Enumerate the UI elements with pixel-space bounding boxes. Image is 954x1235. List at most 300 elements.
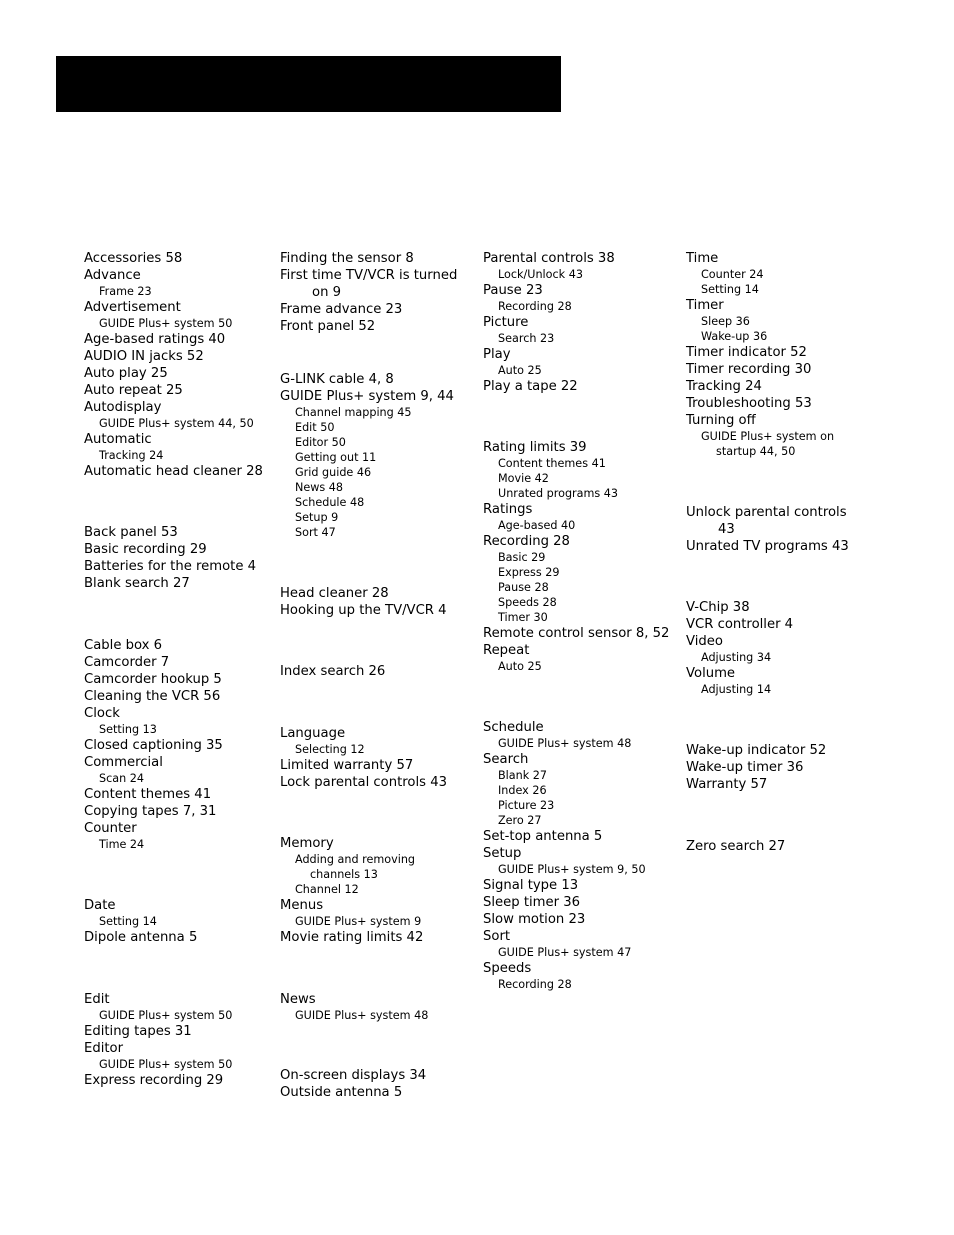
entry-text: Autodisplay [84, 400, 162, 415]
entry-text: Age-based ratings 40 [84, 332, 226, 347]
index-entry [280, 663, 476, 680]
index-subentry [686, 314, 876, 329]
index-letter-group [280, 835, 476, 946]
entry-text: Channel 12 [295, 883, 359, 896]
entry-text: Pause 28 [498, 581, 549, 594]
index-entry [686, 412, 876, 429]
entry-text: GUIDE Plus+ system 9, 50 [498, 863, 646, 876]
index-entry [483, 314, 679, 331]
index-letter-group [280, 585, 476, 619]
index-column-1 [84, 250, 274, 1089]
index-letter-group [84, 897, 274, 946]
entry-text: Dipole antenna 5 [84, 930, 198, 945]
index-entry [84, 331, 274, 348]
entry-text: Zero search 27 [686, 839, 786, 854]
index-letter-group [84, 991, 274, 1089]
entry-text: Setup [483, 846, 522, 861]
entry-text: Wake-up 36 [701, 330, 768, 343]
index-entry [483, 250, 679, 267]
index-subentry [483, 471, 679, 486]
entry-text: Troubleshooting 53 [686, 396, 812, 411]
entry-text: Commercial [84, 755, 163, 770]
index-entry [483, 845, 679, 862]
index-entry [84, 382, 274, 399]
index-subentry [280, 420, 476, 435]
index-column-2 [280, 250, 476, 1101]
entry-text: Cleaning the VCR 56 [84, 689, 221, 704]
entry-text: Set-top antenna 5 [483, 829, 603, 844]
entry-text: Movie rating limits 42 [280, 930, 424, 945]
entry-text: Remote control sensor 8, 52 [483, 626, 670, 641]
index-entry [84, 399, 274, 416]
index-entry [84, 1072, 274, 1089]
index-entry [84, 897, 274, 914]
index-letter-group [84, 250, 274, 480]
entry-text: Camcorder hookup 5 [84, 672, 222, 687]
index-subentry [686, 650, 876, 665]
index-subentry [280, 1008, 476, 1023]
index-subentry [280, 435, 476, 450]
entry-text: Volume [686, 666, 736, 681]
entry-text: Index 26 [498, 784, 547, 797]
index-subentry [84, 722, 274, 737]
index-column-4 [686, 250, 876, 855]
entry-text: Menus [280, 898, 324, 913]
index-letter-group [280, 371, 476, 540]
entry-text: Edit [84, 992, 110, 1007]
index-entry [84, 803, 274, 820]
index-subentry [84, 1057, 274, 1072]
index-entry [686, 616, 876, 633]
entry-text: Speeds 28 [498, 596, 557, 609]
entry-text: Search [483, 752, 529, 767]
index-entry [84, 991, 274, 1008]
index-subentry [280, 742, 476, 757]
index-subentry [84, 448, 274, 463]
index-subentry [483, 862, 679, 877]
entry-text: Editing tapes 31 [84, 1024, 192, 1039]
entry-text: On-screen displays 34 [280, 1068, 427, 1083]
entry-text: GUIDE Plus+ system 50 [99, 1009, 233, 1022]
index-subentry [483, 977, 679, 992]
index-entry [483, 625, 679, 642]
index-entry [483, 501, 679, 518]
entry-text: Editor 50 [295, 436, 346, 449]
index-subentry [483, 456, 679, 471]
entry-text: Slow motion 23 [483, 912, 586, 927]
index-subentry [483, 798, 679, 813]
index-letter-group [84, 637, 274, 852]
entry-text: Blank 27 [498, 769, 547, 782]
index-subentry [483, 363, 679, 378]
entry-text: Signal type 13 [483, 878, 579, 893]
index-entry [84, 558, 274, 575]
index-entry [483, 719, 679, 736]
entry-text: Timer recording 30 [686, 362, 812, 377]
index-entry [84, 1040, 274, 1057]
index-subentry [280, 882, 476, 897]
index-letter-group [84, 524, 274, 592]
index-entry [483, 928, 679, 945]
index-entry [84, 820, 274, 837]
entry-text: Wake-up indicator 52 [686, 743, 827, 758]
index-entry [84, 431, 274, 448]
entry-text: Picture [483, 315, 529, 330]
entry-text: Setting 14 [99, 915, 157, 928]
index-entry [483, 533, 679, 550]
index-entry [280, 267, 476, 301]
entry-text: V-Chip 38 [686, 600, 750, 615]
index-entry [84, 705, 274, 722]
index-entry [84, 671, 274, 688]
index-entry [483, 439, 679, 456]
index-entry [280, 371, 476, 388]
entry-text: Adjusting 34 [701, 651, 772, 664]
entry-text: Auto repeat 25 [84, 383, 183, 398]
entry-text: Schedule 48 [295, 496, 365, 509]
entry-text: Auto 25 [498, 660, 542, 673]
index-entry [483, 877, 679, 894]
index-entry [84, 754, 274, 771]
entry-text: Limited warranty 57 [280, 758, 414, 773]
entry-text: Timer [686, 298, 724, 313]
entry-text: GUIDE Plus+ system 9 [295, 915, 422, 928]
index-entry [84, 463, 274, 480]
index-entry [84, 1023, 274, 1040]
entry-text: Sort 47 [295, 526, 336, 539]
index-entry [686, 599, 876, 616]
entry-text: Recording 28 [483, 534, 570, 549]
index-entry [686, 378, 876, 395]
entry-text: Warranty 57 [686, 777, 768, 792]
index-subentry [280, 525, 476, 540]
index-letter-group [280, 250, 476, 335]
entry-continuation: 43 [718, 522, 735, 537]
entry-text: Setup 9 [295, 511, 339, 524]
entry-text: Unrated TV programs 43 [686, 539, 849, 554]
index-entry [280, 250, 476, 267]
index-letter-group [280, 1067, 476, 1101]
entry-text: Memory [280, 836, 334, 851]
entry-text: Parental controls 38 [483, 251, 615, 266]
index-entry [686, 344, 876, 361]
entry-text: Automatic head cleaner 28 [84, 464, 263, 479]
index-entry [84, 299, 274, 316]
index-entry [84, 637, 274, 654]
entry-text: Advertisement [84, 300, 181, 315]
entry-text: Wake-up timer 36 [686, 760, 804, 775]
index-subentry [483, 945, 679, 960]
index-entry [483, 282, 679, 299]
index-entry [280, 835, 476, 852]
index-subentry [280, 914, 476, 929]
entry-text: Front panel 52 [280, 319, 376, 334]
entry-text: GUIDE Plus+ system 47 [498, 946, 632, 959]
entry-text: GUIDE Plus+ system 48 [295, 1009, 429, 1022]
index-subentry [483, 580, 679, 595]
index-entry [84, 541, 274, 558]
entry-text: Head cleaner 28 [280, 586, 389, 601]
index-subentry [686, 429, 876, 459]
index-subentry [483, 813, 679, 828]
entry-text: Counter [84, 821, 137, 836]
index-subentry [483, 659, 679, 674]
index-entry [280, 774, 476, 791]
index-subentry [84, 416, 274, 431]
entry-text: Selecting 12 [295, 743, 365, 756]
entry-text: Clock [84, 706, 120, 721]
entry-text: GUIDE Plus+ system 50 [99, 317, 233, 330]
entry-text: Advance [84, 268, 141, 283]
entry-text: Getting out 11 [295, 451, 377, 464]
index-entry [280, 1067, 476, 1084]
entry-text: Ratings [483, 502, 533, 517]
index-letter-group [280, 991, 476, 1023]
index-entry [84, 250, 274, 267]
index-subentry [686, 329, 876, 344]
entry-continuation: channels 13 [310, 868, 378, 881]
index-subentry [483, 550, 679, 565]
entry-text: Repeat [483, 643, 530, 658]
index-letter-group [483, 250, 679, 395]
index-entry [483, 378, 679, 395]
entry-text: GUIDE Plus+ system 9, 44 [280, 389, 454, 404]
index-column-3 [483, 250, 679, 992]
index-entry [84, 348, 274, 365]
entry-text: Unrated programs 43 [498, 487, 619, 500]
entry-text: First time TV/VCR is turned [280, 268, 458, 283]
index-subentry [483, 299, 679, 314]
entry-text: GUIDE Plus+ system 48 [498, 737, 632, 750]
index-letter-group [686, 599, 876, 697]
index-subentry [483, 518, 679, 533]
entry-text: Auto 25 [498, 364, 542, 377]
entry-text: Sleep 36 [701, 315, 750, 328]
entry-text: Zero 27 [498, 814, 542, 827]
index-entry [280, 725, 476, 742]
entry-text: Tracking 24 [99, 449, 164, 462]
entry-text: Play a tape 22 [483, 379, 578, 394]
entry-continuation: on 9 [312, 285, 342, 300]
entry-text: Express recording 29 [84, 1073, 224, 1088]
index-entry [84, 575, 274, 592]
entry-text: News [280, 992, 316, 1007]
entry-text: Frame advance 23 [280, 302, 403, 317]
entry-text: Adjusting 14 [701, 683, 772, 696]
index-subentry [84, 914, 274, 929]
entry-text: GUIDE Plus+ system 44, 50 [99, 417, 254, 430]
entry-text: Scan 24 [99, 772, 144, 785]
index-entry [84, 654, 274, 671]
index-entry [686, 395, 876, 412]
index-entry [280, 757, 476, 774]
entry-text: Editor [84, 1041, 124, 1056]
entry-text: Sleep timer 36 [483, 895, 581, 910]
index-entry [483, 751, 679, 768]
entry-text: Unlock parental controls [686, 505, 847, 520]
index-letter-group [483, 439, 679, 674]
entry-text: VCR controller 4 [686, 617, 794, 632]
entry-text: Closed captioning 35 [84, 738, 223, 753]
index-subentry [686, 267, 876, 282]
entry-text: Channel mapping 45 [295, 406, 412, 419]
index-letter-group [686, 504, 876, 555]
entry-text: Grid guide 46 [295, 466, 372, 479]
entry-text: GUIDE Plus+ system on [701, 430, 835, 443]
index-subentry [84, 284, 274, 299]
index-subentry [280, 510, 476, 525]
entry-text: Batteries for the remote 4 [84, 559, 257, 574]
index-entry [686, 250, 876, 267]
index-letter-group [280, 725, 476, 791]
index-entry [84, 524, 274, 541]
index-entry [84, 365, 274, 382]
index-subentry [483, 736, 679, 751]
entry-text: Tracking 24 [686, 379, 762, 394]
index-entry [280, 301, 476, 318]
entry-text: Setting 13 [99, 723, 157, 736]
entry-text: Counter 24 [701, 268, 764, 281]
index-subentry [280, 852, 476, 882]
index-entry [280, 585, 476, 602]
index-entry [280, 929, 476, 946]
entry-text: Sort [483, 929, 511, 944]
entry-text: Language [280, 726, 346, 741]
index-entry [686, 759, 876, 776]
index-subentry [280, 405, 476, 420]
index-subentry [483, 267, 679, 282]
index-subentry [280, 450, 476, 465]
index-entry [483, 642, 679, 659]
index-entry [280, 1084, 476, 1101]
index-entry [84, 786, 274, 803]
entry-continuation: startup 44, 50 [716, 445, 796, 458]
index-letter-group [686, 250, 876, 459]
index-subentry [84, 1008, 274, 1023]
entry-text: Play [483, 347, 511, 362]
index-subentry [84, 316, 274, 331]
entry-text: G-LINK cable 4, 8 [280, 372, 394, 387]
entry-text: GUIDE Plus+ system 50 [99, 1058, 233, 1071]
index-entry [280, 897, 476, 914]
index-subentry [483, 610, 679, 625]
entry-text: Back panel 53 [84, 525, 178, 540]
index-entry [483, 894, 679, 911]
entry-text: Turning off [686, 413, 756, 428]
entry-text: Content themes 41 [84, 787, 212, 802]
index-entry [280, 388, 476, 405]
index-subentry [483, 486, 679, 501]
index-letter-group [483, 719, 679, 992]
entry-text: Lock parental controls 43 [280, 775, 447, 790]
index-entry [686, 361, 876, 378]
entry-text: Finding the sensor 8 [280, 251, 414, 266]
index-subentry [483, 768, 679, 783]
index-subentry [280, 495, 476, 510]
entry-text: Setting 14 [701, 283, 759, 296]
index-subentry [84, 771, 274, 786]
index-entry [483, 960, 679, 977]
index-entry [483, 911, 679, 928]
entry-text: Blank search 27 [84, 576, 190, 591]
entry-text: Age-based 40 [498, 519, 576, 532]
entry-text: Accessories 58 [84, 251, 183, 266]
entry-text: Video [686, 634, 723, 649]
entry-text: Timer 30 [498, 611, 548, 624]
index-subentry [483, 595, 679, 610]
index-entry [84, 688, 274, 705]
index-letter-group [280, 663, 476, 680]
entry-text: Date [84, 898, 116, 913]
entry-text: Rating limits 39 [483, 440, 587, 455]
entry-text: Basic 29 [498, 551, 546, 564]
index-entry [686, 504, 876, 538]
index-entry [686, 742, 876, 759]
entry-text: Edit 50 [295, 421, 335, 434]
entry-text: Movie 42 [498, 472, 549, 485]
index-entry [84, 267, 274, 284]
index-entry [686, 776, 876, 793]
entry-text: Cable box 6 [84, 638, 163, 653]
index-subentry [483, 783, 679, 798]
entry-text: AUDIO IN jacks 52 [84, 349, 204, 364]
entry-text: Index search 26 [280, 664, 386, 679]
index-entry [84, 929, 274, 946]
entry-text: Search 23 [498, 332, 555, 345]
index-subentry [84, 837, 274, 852]
entry-text: Adding and removing [295, 853, 416, 866]
index-entry [280, 602, 476, 619]
entry-text: Time [686, 251, 719, 266]
index-entry [686, 633, 876, 650]
entry-text: Camcorder 7 [84, 655, 170, 670]
index-entry [280, 991, 476, 1008]
entry-text: Pause 23 [483, 283, 543, 298]
entry-text: Outside antenna 5 [280, 1085, 403, 1100]
entry-text: Recording 28 [498, 978, 572, 991]
index-entry [84, 737, 274, 754]
entry-text: Automatic [84, 432, 152, 447]
entry-text: Picture 23 [498, 799, 555, 812]
entry-text: Frame 23 [99, 285, 152, 298]
index-entry [686, 297, 876, 314]
index-subentry [686, 282, 876, 297]
index-subentry [280, 465, 476, 480]
entry-text: Time 24 [99, 838, 145, 851]
index-entry [280, 318, 476, 335]
index-entry [686, 838, 876, 855]
entry-text: Auto play 25 [84, 366, 168, 381]
entry-text: Express 29 [498, 566, 560, 579]
entry-text: Timer indicator 52 [686, 345, 807, 360]
header-bar [56, 56, 561, 112]
entry-text: Hooking up the TV/VCR 4 [280, 603, 447, 618]
entry-text: Basic recording 29 [84, 542, 207, 557]
entry-text: Lock/Unlock 43 [498, 268, 583, 281]
index-entry [483, 346, 679, 363]
entry-text: Content themes 41 [498, 457, 606, 470]
index-subentry [686, 682, 876, 697]
entry-text: Speeds [483, 961, 532, 976]
entry-text: Schedule [483, 720, 544, 735]
index-subentry [483, 565, 679, 580]
entry-text: Recording 28 [498, 300, 572, 313]
index-letter-group [686, 838, 876, 855]
index-entry [686, 538, 876, 555]
index-letter-group [686, 742, 876, 793]
index-subentry [483, 331, 679, 346]
index-entry [483, 828, 679, 845]
